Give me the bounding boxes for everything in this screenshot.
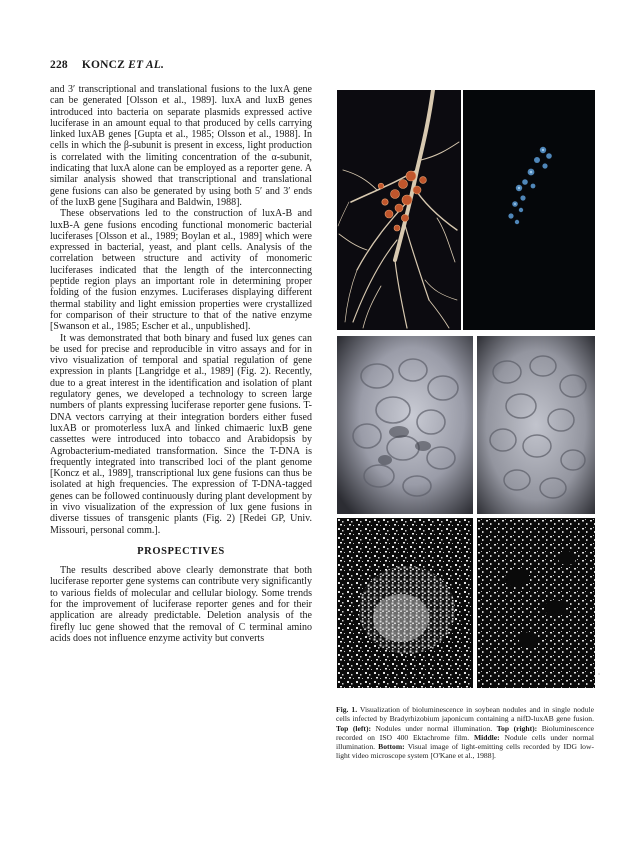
light-emitting-cells-panel-right — [477, 518, 595, 688]
nodule-cells-panel-right — [477, 336, 595, 514]
header-etal: ET AL. — [128, 59, 165, 71]
caption-top-right-label: Top (right): — [496, 723, 538, 733]
nodule-cells-image-right — [477, 336, 595, 514]
caption-middle-label: Middle: — [473, 732, 500, 742]
light-emitting-cells-image-right — [477, 518, 595, 688]
caption-top-left-text: Nodules under normal illumination. — [375, 723, 493, 733]
bioluminescence-panel — [463, 90, 595, 330]
body-paragraph: It was demonstrated that both binary and fused lux genes can be used for precise and reproducible in vitro assays and for in vivo visualization of temporal and spatial regulation of gene expression in plants [Langridge et al., 1989] (Fig. 2). Recently, due to a great interest in the identification and isolation of plant regulatory genes, we developed a technology to screen large numbers of plants expressing luciferase reporter gene fusions. T-DNA vectors carrying at their integration borders either fused luxAB or promoterless luxA and linked chimaeric luxB gene cassettes were introduced into tobacco and Arabidopsis by Agrobacterium-mediated transformation. Since the T-DNA is frequently integrated into transcribed loci of the plant genome [Koncz et al., 1989], transcriptional lux gene fusions can thus be isolated at high frequencies. The expression of T-DNA-tagged genes can be followed continuously during plant development by in vivo visualization of the expression of lux gene fusions in diverse tissues of transgenic plants (Fig. 2) [Redei GP, Univ. Missouri, personal comm.]. — [50, 332, 312, 536]
nodules-photo-panel — [337, 90, 461, 330]
nodule-cells-image-left — [337, 336, 473, 514]
header-authors: KONCZ — [81, 59, 126, 71]
caption-intro: Visualization of bioluminescence in soybean nodules and in single nodule cells infected by Bradyrhizobium japonicum containing a nifD-luxAB gene fusion. — [336, 705, 594, 724]
body-paragraph: These observations led to the construction of luxA-B and luxB-A gene fusions encoding functional monomeric bacterial luciferases [Olsson et al., 1989; Boylan et al., 1989] which were expressed in bacterial, yeast, and plant cells. Analysis of the correlation between structure and activity of monomeric luciferases indicated that the length of the interconnecting peptide region plays an important role in determining proper folding of the fusion enzymes. Luciferases displaying different thermal stability and light emission properties were crystallized for comparison of their structure to that of the native enzyme [Swanson et al., 1985; Escher et al., unpublished]. — [50, 208, 312, 333]
body-paragraph: The results described above clearly demonstrate that both luciferase reporter gene systems can contribute very significantly to various fields of molecular and cellular biology. Some trends for the improvement of luciferase reporter genes and for their application are already predictable. Deletion analysis of the firefly luc gene showed that the removal of C terminal amino acids does not influence enzyme activity but converts — [50, 565, 312, 644]
bioluminescence-image — [463, 90, 595, 330]
caption-middle-text: Nodule cells under normal illumination. — [336, 732, 595, 752]
caption-label: Fig. 1. — [336, 705, 358, 714]
figure-caption — [336, 705, 594, 761]
caption-top-right-text: Bioluminescence recorded on ISO 400 Ektachrome film. — [336, 723, 595, 742]
nodule-cells-panel-left — [337, 336, 473, 514]
root-nodules-image — [337, 90, 461, 330]
caption-bottom-text: Visual image of light-emitting cells recorded by IDG low-light video microscope system [O'Kane et al., 1988]. — [336, 742, 594, 761]
light-emitting-cells-image-left — [337, 518, 473, 688]
page-number: 228 — [50, 59, 68, 71]
light-emitting-cells-panel-left — [337, 518, 473, 688]
body-column — [50, 84, 312, 644]
caption-bottom-label: Bottom: — [378, 742, 405, 752]
section-heading: PROSPECTIVES — [137, 545, 225, 557]
body-paragraph: and 3′ transcriptional and translational fusions to the luxA gene can be generated [Olsson et al., 1989]. luxA and luxB genes introduced into bacteria on separate plasmids expressed active luciferase in an amount equal to that produced by cells carrying linked luxAB genes [Gupta et al., 1985; Olsson et al., 1988]. In cells in which the β-subunit is present in excess, light production is correlated with the limiting concentration of the α-subunit, indicating that luxA alone can be employed as a reporter gene. A similar analysis showed that transcriptional and translational gene fusions can also be generated by using both 5′ and 3′ ends of the luxB gene [Sugihara and Baldwin, 1988]. — [50, 84, 312, 208]
scan-mark: ▫ — [598, 672, 601, 678]
caption-top-left-label: Top (left): — [336, 723, 372, 733]
running-header — [50, 59, 330, 71]
figure-1 — [337, 90, 595, 688]
